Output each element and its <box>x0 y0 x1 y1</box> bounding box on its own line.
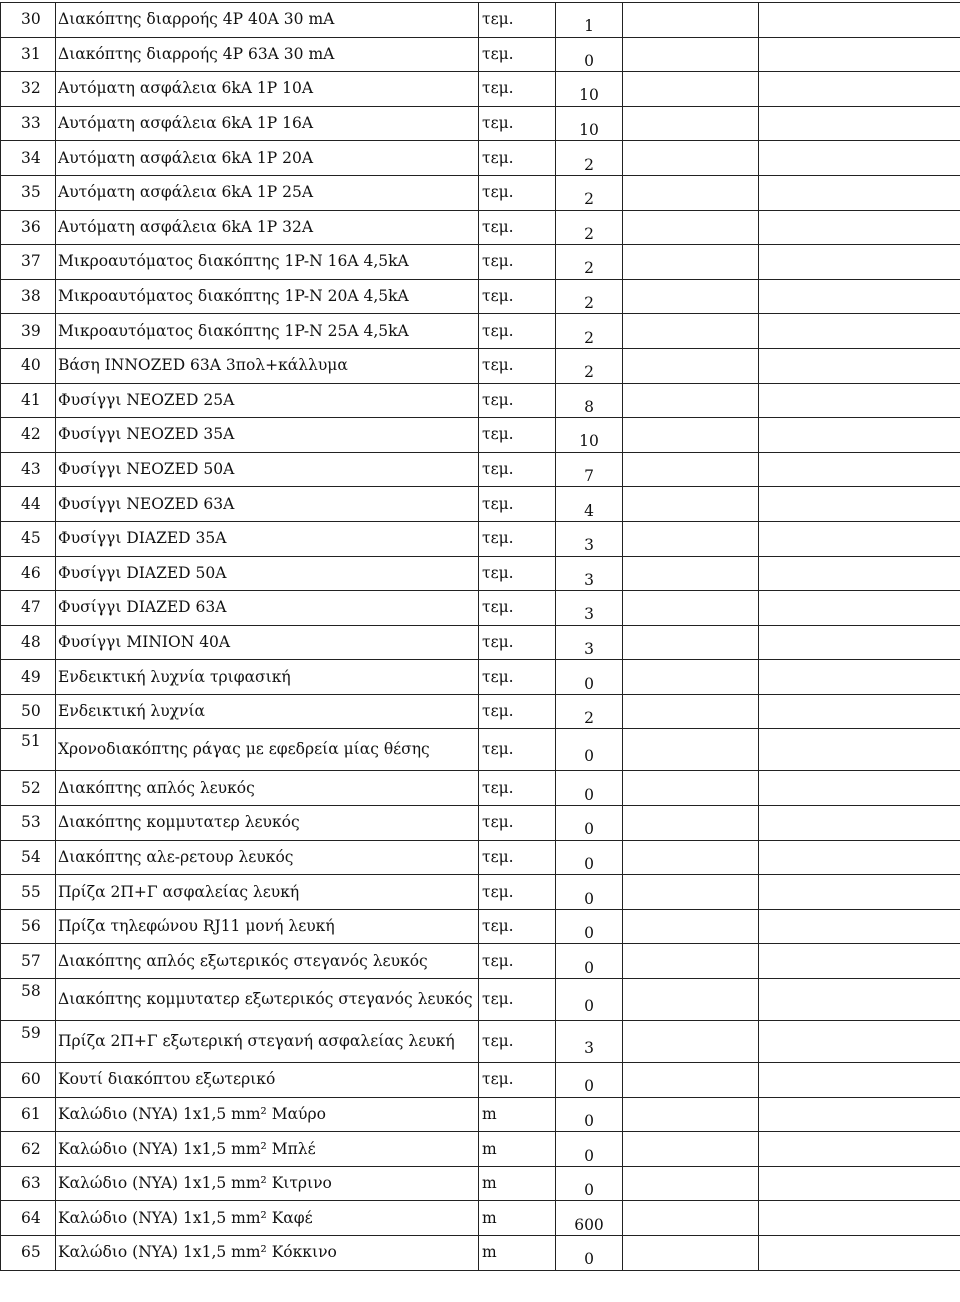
table-row <box>1 694 960 729</box>
item-unit: τεμ. <box>479 452 556 487</box>
item-number: 36 <box>1 210 56 245</box>
item-description: Διακόπτης διαρροής 4P 40A 30 mA <box>56 3 479 38</box>
item-price-cell <box>623 660 759 695</box>
item-price-cell <box>623 141 759 176</box>
table-row <box>1 771 960 806</box>
item-price-cell <box>623 487 759 522</box>
item-unit: τεμ. <box>479 106 556 141</box>
item-description: Καλώδιο (NYA) 1x1,5 mm² Καφέ <box>56 1201 479 1236</box>
item-price-cell <box>623 106 759 141</box>
table-row <box>1 591 960 626</box>
item-quantity: 0 <box>556 979 623 1021</box>
item-unit: τεμ. <box>479 806 556 841</box>
item-total-cell <box>759 556 960 591</box>
item-number: 63 <box>1 1166 56 1201</box>
item-number: 64 <box>1 1201 56 1236</box>
item-price-cell <box>623 1097 759 1132</box>
item-quantity: 2 <box>556 314 623 349</box>
item-description: Φυσίγγι MINION 40A <box>56 625 479 660</box>
item-number: 42 <box>1 418 56 453</box>
item-number: 56 <box>1 909 56 944</box>
item-quantity: 0 <box>556 771 623 806</box>
item-price-cell <box>623 245 759 280</box>
item-unit: τεμ. <box>479 37 556 72</box>
item-quantity: 2 <box>556 245 623 280</box>
item-quantity: 2 <box>556 210 623 245</box>
item-price-cell <box>623 521 759 556</box>
item-number: 50 <box>1 694 56 729</box>
item-total-cell <box>759 875 960 910</box>
item-quantity: 7 <box>556 452 623 487</box>
table-row <box>1 106 960 141</box>
item-price-cell <box>623 556 759 591</box>
table-row <box>1 944 960 979</box>
item-description: Πρίζα τηλεφώνου RJ11 μονή λευκή <box>56 909 479 944</box>
item-quantity: 0 <box>556 1236 623 1271</box>
item-number: 48 <box>1 625 56 660</box>
item-price-cell <box>623 279 759 314</box>
item-total-cell <box>759 72 960 107</box>
item-price-cell <box>623 72 759 107</box>
item-unit: τεμ. <box>479 314 556 349</box>
item-unit: τεμ. <box>479 979 556 1021</box>
item-number: 65 <box>1 1236 56 1271</box>
item-unit: τεμ. <box>479 556 556 591</box>
item-price-cell <box>623 314 759 349</box>
item-unit: τεμ. <box>479 1021 556 1063</box>
items-table <box>0 2 960 1271</box>
item-quantity: 0 <box>556 840 623 875</box>
item-quantity: 0 <box>556 1132 623 1167</box>
item-price-cell <box>623 452 759 487</box>
table-row <box>1 979 960 1021</box>
item-unit: τεμ. <box>479 840 556 875</box>
item-number: 45 <box>1 521 56 556</box>
item-total-cell <box>759 245 960 280</box>
item-description: Φυσίγγι NEOZED 35A <box>56 418 479 453</box>
item-quantity: 3 <box>556 591 623 626</box>
table-row <box>1 72 960 107</box>
item-description: Μικροαυτόματος διακόπτης 1P-N 16A 4,5kA <box>56 245 479 280</box>
item-description: Καλώδιο (NYA) 1x1,5 mm² Κιτρινο <box>56 1166 479 1201</box>
table-row <box>1 729 960 771</box>
item-number: 32 <box>1 72 56 107</box>
table-row <box>1 141 960 176</box>
table-row <box>1 418 960 453</box>
item-unit: τεμ. <box>479 245 556 280</box>
item-description: Φυσίγγι NEOZED 50A <box>56 452 479 487</box>
item-price-cell <box>623 418 759 453</box>
item-description: Μικροαυτόματος διακόπτης 1P-N 25A 4,5kA <box>56 314 479 349</box>
item-description: Διακόπτης αλε-ρετουρ λευκός <box>56 840 479 875</box>
item-description: Φυσίγγι DIAZED 50A <box>56 556 479 591</box>
item-number: 30 <box>1 3 56 38</box>
item-number: 34 <box>1 141 56 176</box>
item-unit: τεμ. <box>479 875 556 910</box>
table-row <box>1 521 960 556</box>
item-number: 47 <box>1 591 56 626</box>
item-number: 62 <box>1 1132 56 1167</box>
item-number: 35 <box>1 175 56 210</box>
item-quantity: 2 <box>556 175 623 210</box>
item-price-cell <box>623 175 759 210</box>
item-quantity: 0 <box>556 660 623 695</box>
item-quantity: 2 <box>556 694 623 729</box>
item-unit: τεμ. <box>479 944 556 979</box>
item-unit: τεμ. <box>479 909 556 944</box>
table-row <box>1 1132 960 1167</box>
item-quantity: 0 <box>556 1166 623 1201</box>
item-total-cell <box>759 1097 960 1132</box>
item-number: 59 <box>1 1021 56 1063</box>
table-row <box>1 314 960 349</box>
item-description: Ενδεικτική λυχνία <box>56 694 479 729</box>
item-description: Φυσίγγι NEOZED 63A <box>56 487 479 522</box>
item-quantity: 0 <box>556 806 623 841</box>
item-total-cell <box>759 771 960 806</box>
item-price-cell <box>623 210 759 245</box>
item-price-cell <box>623 840 759 875</box>
item-description: Φυσίγγι DIAZED 35A <box>56 521 479 556</box>
item-price-cell <box>623 1236 759 1271</box>
item-unit: τεμ. <box>479 3 556 38</box>
item-total-cell <box>759 37 960 72</box>
item-unit: τεμ. <box>479 279 556 314</box>
item-description: Διακόπτης κομμυτατερ λευκός <box>56 806 479 841</box>
item-price-cell <box>623 1132 759 1167</box>
item-total-cell <box>759 106 960 141</box>
item-total-cell <box>759 840 960 875</box>
item-number: 38 <box>1 279 56 314</box>
item-quantity: 0 <box>556 1063 623 1098</box>
item-description: Πρίζα 2Π+Γ ασφαλείας λευκή <box>56 875 479 910</box>
item-number: 40 <box>1 348 56 383</box>
item-quantity: 3 <box>556 556 623 591</box>
item-number: 58 <box>1 979 56 1021</box>
item-number: 55 <box>1 875 56 910</box>
item-unit: τεμ. <box>479 175 556 210</box>
item-quantity: 2 <box>556 279 623 314</box>
item-number: 33 <box>1 106 56 141</box>
item-total-cell <box>759 694 960 729</box>
item-unit: τεμ. <box>479 1063 556 1098</box>
item-number: 43 <box>1 452 56 487</box>
item-total-cell <box>759 1132 960 1167</box>
item-description: Καλώδιο (NYA) 1x1,5 mm² Μπλέ <box>56 1132 479 1167</box>
table-row <box>1 210 960 245</box>
item-total-cell <box>759 1166 960 1201</box>
item-total-cell <box>759 979 960 1021</box>
item-price-cell <box>623 1021 759 1063</box>
item-total-cell <box>759 175 960 210</box>
item-number: 53 <box>1 806 56 841</box>
item-total-cell <box>759 3 960 38</box>
item-unit: m <box>479 1201 556 1236</box>
item-unit: τεμ. <box>479 210 556 245</box>
item-total-cell <box>759 521 960 556</box>
item-total-cell <box>759 625 960 660</box>
item-total-cell <box>759 348 960 383</box>
table-row <box>1 1236 960 1271</box>
item-description: Αυτόματη ασφάλεια 6kA 1P 32A <box>56 210 479 245</box>
item-description: Καλώδιο (NYA) 1x1,5 mm² Μαύρο <box>56 1097 479 1132</box>
item-description: Καλώδιο (NYA) 1x1,5 mm² Κόκκινο <box>56 1236 479 1271</box>
item-description: Κουτί διακόπτου εξωτερικό <box>56 1063 479 1098</box>
item-unit: τεμ. <box>479 729 556 771</box>
table-row <box>1 383 960 418</box>
item-price-cell <box>623 1166 759 1201</box>
item-unit: τεμ. <box>479 383 556 418</box>
item-description: Αυτόματη ασφάλεια 6kA 1P 10A <box>56 72 479 107</box>
item-quantity: 600 <box>556 1201 623 1236</box>
table-row <box>1 3 960 38</box>
item-total-cell <box>759 1063 960 1098</box>
item-quantity: 0 <box>556 875 623 910</box>
item-unit: τεμ. <box>479 521 556 556</box>
table-row <box>1 1063 960 1098</box>
item-total-cell <box>759 909 960 944</box>
table-row <box>1 1021 960 1063</box>
item-price-cell <box>623 909 759 944</box>
item-quantity: 1 <box>556 3 623 38</box>
item-total-cell <box>759 418 960 453</box>
table-row <box>1 348 960 383</box>
item-number: 39 <box>1 314 56 349</box>
item-unit: τεμ. <box>479 591 556 626</box>
item-number: 44 <box>1 487 56 522</box>
item-description: Διακόπτης διαρροής 4P 63A 30 mA <box>56 37 479 72</box>
item-number: 51 <box>1 729 56 771</box>
item-total-cell <box>759 314 960 349</box>
item-quantity: 3 <box>556 521 623 556</box>
item-total-cell <box>759 660 960 695</box>
item-quantity: 10 <box>556 418 623 453</box>
item-quantity: 2 <box>556 141 623 176</box>
table-row <box>1 487 960 522</box>
item-total-cell <box>759 1021 960 1063</box>
item-quantity: 10 <box>556 106 623 141</box>
item-price-cell <box>623 875 759 910</box>
item-quantity: 3 <box>556 1021 623 1063</box>
item-quantity: 2 <box>556 348 623 383</box>
item-price-cell <box>623 729 759 771</box>
item-quantity: 0 <box>556 37 623 72</box>
item-total-cell <box>759 452 960 487</box>
item-total-cell <box>759 279 960 314</box>
item-unit: τεμ. <box>479 771 556 806</box>
item-unit: τεμ. <box>479 141 556 176</box>
item-price-cell <box>623 591 759 626</box>
item-description: Διακόπτης απλός λευκός <box>56 771 479 806</box>
item-unit: τεμ. <box>479 625 556 660</box>
item-description: Φυσίγγι NEOZED 25A <box>56 383 479 418</box>
item-total-cell <box>759 487 960 522</box>
item-total-cell <box>759 210 960 245</box>
item-price-cell <box>623 625 759 660</box>
item-price-cell <box>623 1201 759 1236</box>
item-description: Χρονοδιακόπτης ράγας με εφεδρεία μίας θέσης <box>56 729 479 771</box>
item-description: Αυτόματη ασφάλεια 6kA 1P 25A <box>56 175 479 210</box>
table-row <box>1 245 960 280</box>
item-quantity: 3 <box>556 625 623 660</box>
item-number: 41 <box>1 383 56 418</box>
item-unit: m <box>479 1166 556 1201</box>
item-description: Διακόπτης κομμυτατερ εξωτερικός στεγανός λευκός <box>56 979 479 1021</box>
item-price-cell <box>623 3 759 38</box>
item-description: Φυσίγγι DIAZED 63A <box>56 591 479 626</box>
item-quantity: 8 <box>556 383 623 418</box>
item-number: 57 <box>1 944 56 979</box>
item-total-cell <box>759 944 960 979</box>
item-price-cell <box>623 348 759 383</box>
item-number: 37 <box>1 245 56 280</box>
item-price-cell <box>623 944 759 979</box>
item-total-cell <box>759 1236 960 1271</box>
item-quantity: 4 <box>556 487 623 522</box>
item-number: 46 <box>1 556 56 591</box>
item-number: 31 <box>1 37 56 72</box>
item-price-cell <box>623 37 759 72</box>
item-unit: τεμ. <box>479 660 556 695</box>
item-description: Πρίζα 2Π+Γ εξωτερική στεγανή ασφαλείας λευκή <box>56 1021 479 1063</box>
item-total-cell <box>759 141 960 176</box>
table-row <box>1 556 960 591</box>
item-total-cell <box>759 1201 960 1236</box>
item-description: Διακόπτης απλός εξωτερικός στεγανός λευκός <box>56 944 479 979</box>
item-quantity: 0 <box>556 1097 623 1132</box>
item-number: 61 <box>1 1097 56 1132</box>
item-total-cell <box>759 383 960 418</box>
item-unit: m <box>479 1236 556 1271</box>
table-row <box>1 909 960 944</box>
item-unit: τεμ. <box>479 418 556 453</box>
item-quantity: 10 <box>556 72 623 107</box>
item-total-cell <box>759 729 960 771</box>
item-unit: m <box>479 1097 556 1132</box>
item-number: 52 <box>1 771 56 806</box>
item-description: Αυτόματη ασφάλεια 6kA 1P 16A <box>56 106 479 141</box>
table-row <box>1 279 960 314</box>
item-price-cell <box>623 979 759 1021</box>
table-row <box>1 1166 960 1201</box>
table-row <box>1 660 960 695</box>
items-table-body <box>1 3 960 1271</box>
item-price-cell <box>623 1063 759 1098</box>
item-quantity: 0 <box>556 729 623 771</box>
item-description: Αυτόματη ασφάλεια 6kA 1P 20A <box>56 141 479 176</box>
table-row <box>1 452 960 487</box>
table-row <box>1 806 960 841</box>
item-number: 54 <box>1 840 56 875</box>
item-price-cell <box>623 383 759 418</box>
table-row <box>1 1201 960 1236</box>
item-description: Ενδεικτική λυχνία τριφασική <box>56 660 479 695</box>
item-unit: τεμ. <box>479 348 556 383</box>
table-row <box>1 625 960 660</box>
table-row <box>1 175 960 210</box>
item-description: Μικροαυτόματος διακόπτης 1P-N 20A 4,5kA <box>56 279 479 314</box>
item-description: Βάση INNOZED 63A 3πολ+κάλλυμα <box>56 348 479 383</box>
item-unit: m <box>479 1132 556 1167</box>
table-row <box>1 840 960 875</box>
item-total-cell <box>759 806 960 841</box>
item-unit: τεμ. <box>479 72 556 107</box>
item-quantity: 0 <box>556 909 623 944</box>
table-row <box>1 1097 960 1132</box>
item-price-cell <box>623 806 759 841</box>
item-total-cell <box>759 591 960 626</box>
item-quantity: 0 <box>556 944 623 979</box>
item-price-cell <box>623 694 759 729</box>
table-row <box>1 37 960 72</box>
item-unit: τεμ. <box>479 487 556 522</box>
item-number: 49 <box>1 660 56 695</box>
item-unit: τεμ. <box>479 694 556 729</box>
item-number: 60 <box>1 1063 56 1098</box>
item-price-cell <box>623 771 759 806</box>
table-row <box>1 875 960 910</box>
